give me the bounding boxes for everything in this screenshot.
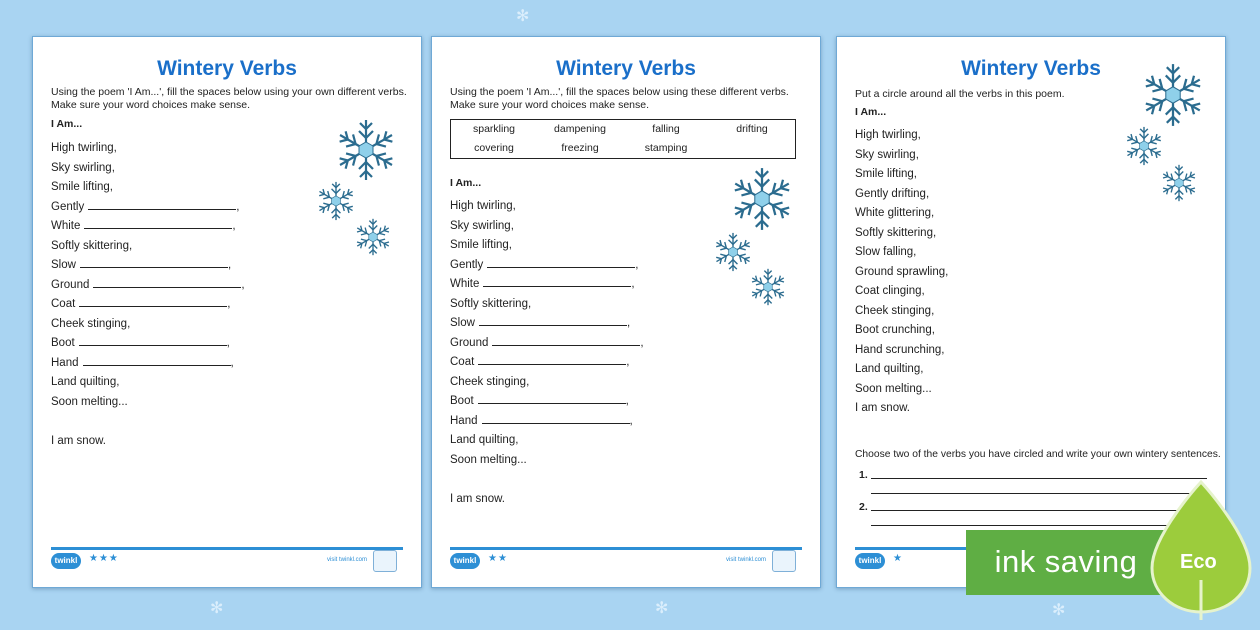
difficulty-stars: ★★★ bbox=[89, 553, 119, 564]
poem-line-blank: White , bbox=[450, 275, 644, 295]
poem-line-blank: Coat , bbox=[450, 353, 644, 373]
blank-line[interactable] bbox=[492, 334, 640, 346]
poem-line-blank: Gently , bbox=[51, 198, 245, 218]
instruction-line-2: Make sure your word choices make sense. bbox=[51, 99, 251, 111]
poem-line: Soon melting... bbox=[450, 453, 527, 466]
poem-lines bbox=[855, 126, 948, 419]
poem-word: Gently bbox=[450, 258, 484, 271]
instruction-line-1: Using the poem 'I Am...', fill the spaces below using these different verbs. bbox=[450, 86, 789, 98]
poem-line: Cheek stinging, bbox=[450, 375, 530, 388]
poem-line: High twirling, bbox=[51, 142, 117, 154]
poem-line-blank: Coat , bbox=[51, 295, 245, 315]
poem-line: Softly skittering, bbox=[51, 239, 133, 252]
difficulty-stars: ★ bbox=[893, 553, 903, 564]
blank-line[interactable] bbox=[478, 392, 626, 404]
droplet-icon bbox=[1146, 480, 1256, 620]
poem-line: Slow falling, bbox=[855, 246, 917, 258]
poem-word: Coat bbox=[51, 298, 76, 310]
blank-line[interactable] bbox=[478, 353, 626, 365]
poem-line: Ground sprawling, bbox=[855, 265, 949, 278]
poem-line: Sky swirling, bbox=[855, 148, 919, 161]
poem-line: Hand scrunching, bbox=[855, 343, 945, 356]
background-snowflake-icon: ✻ bbox=[516, 8, 530, 25]
poem-lines bbox=[450, 197, 644, 470]
sentence-number: 2. bbox=[859, 501, 868, 513]
blank-line[interactable] bbox=[79, 334, 227, 346]
blank-line[interactable] bbox=[79, 295, 227, 307]
blank-line[interactable] bbox=[483, 275, 631, 287]
background-snowflake-icon: ✻ bbox=[210, 600, 224, 617]
poem-word: Slow bbox=[450, 317, 475, 329]
poem-line: Soon melting... bbox=[855, 382, 932, 395]
badge-icon bbox=[772, 550, 796, 572]
snowflake-icon bbox=[1139, 61, 1207, 129]
poem-line: Gently drifting, bbox=[855, 187, 930, 200]
instruction-line-2: Make sure your word choices make sense. bbox=[450, 99, 650, 111]
footer-divider bbox=[450, 547, 802, 550]
poem-word: Ground bbox=[450, 336, 489, 349]
instruction-line-1: Put a circle around all the verbs in this poem. bbox=[855, 88, 1065, 100]
word-bank-item: drifting bbox=[736, 123, 768, 135]
poem-line: I am snow. bbox=[855, 402, 910, 414]
poem-line: High twirling, bbox=[450, 200, 516, 212]
twinkl-logo: twinkl bbox=[450, 553, 480, 569]
poem-line: Land quilting, bbox=[51, 376, 120, 388]
poem-word: Hand bbox=[51, 356, 79, 369]
poem-line: Cheek stinging, bbox=[51, 317, 131, 330]
poem-line-blank: Slow , bbox=[51, 256, 245, 276]
poem-word: Coat bbox=[450, 356, 475, 368]
worksheet-1 bbox=[32, 36, 422, 588]
word-bank-item: dampening bbox=[554, 123, 606, 135]
footer-url: visit twinkl.com bbox=[327, 557, 368, 563]
poem-line: Softly skittering, bbox=[450, 297, 532, 310]
snowflake-icon bbox=[315, 180, 357, 222]
word-bank-item: freezing bbox=[561, 142, 599, 154]
word-bank-item: stamping bbox=[644, 142, 688, 154]
writing-instruction: Choose two of the verbs you have circled and write your own wintery sentences. bbox=[855, 449, 1221, 460]
difficulty-stars: ★★ bbox=[488, 553, 508, 564]
poem-word: Ground bbox=[51, 278, 90, 291]
poem-line-blank: Slow , bbox=[450, 314, 644, 334]
poem-word: Boot bbox=[51, 337, 75, 349]
snowflake-icon bbox=[1159, 163, 1199, 203]
blank-line[interactable] bbox=[83, 354, 231, 366]
instruction-line-1: Using the poem 'I Am...', fill the spaces below using your own different verbs. bbox=[51, 86, 407, 98]
poem-line: Land quilting, bbox=[450, 434, 519, 446]
blank-line[interactable] bbox=[88, 198, 236, 210]
twinkl-logo: twinkl bbox=[51, 553, 81, 569]
sheet-title: Wintery Verbs bbox=[961, 57, 1101, 80]
sheet-title: Wintery Verbs bbox=[157, 57, 297, 80]
poem-line-blank: Hand , bbox=[51, 354, 245, 374]
poem-word: White bbox=[51, 220, 81, 232]
snowflake-icon bbox=[748, 267, 788, 307]
poem-line: Softly skittering, bbox=[855, 226, 937, 239]
poem-line: Boot crunching, bbox=[855, 324, 935, 336]
word-bank-item: sparkling bbox=[472, 123, 516, 135]
poem-line: Sky swirling, bbox=[51, 161, 115, 174]
blank-line[interactable] bbox=[482, 412, 630, 424]
poem-line-blank: Ground , bbox=[51, 276, 245, 296]
poem-line-blank: Ground , bbox=[450, 334, 644, 354]
snowflake-icon bbox=[1123, 125, 1165, 167]
poem-line: Land quilting, bbox=[855, 363, 924, 375]
poem-line-blank: Hand , bbox=[450, 412, 644, 432]
poem-word: Hand bbox=[450, 414, 478, 427]
sheet-title: Wintery Verbs bbox=[556, 57, 696, 80]
blank-line[interactable] bbox=[487, 256, 635, 268]
poem-line-blank: Gently , bbox=[450, 256, 644, 276]
poem-word: Slow bbox=[51, 259, 76, 271]
snowflake-icon bbox=[728, 165, 796, 233]
poem-word: Gently bbox=[51, 200, 85, 213]
poem-line: Smile lifting, bbox=[450, 239, 512, 251]
snowflake-icon bbox=[353, 217, 393, 257]
word-bank-item: falling bbox=[652, 123, 680, 135]
blank-line[interactable] bbox=[93, 276, 241, 288]
twinkl-logo: twinkl bbox=[855, 553, 885, 569]
poem-line: Smile lifting, bbox=[51, 181, 113, 193]
word-bank bbox=[450, 119, 796, 159]
blank-line[interactable] bbox=[80, 256, 228, 268]
word-bank-item: covering bbox=[474, 142, 514, 154]
sentence-number: 1. bbox=[859, 469, 868, 481]
background-snowflake-icon: ✻ bbox=[1052, 602, 1066, 619]
poem-ending: I am snow. bbox=[450, 493, 505, 505]
footer-divider bbox=[51, 547, 403, 550]
poem-line-blank: Boot , bbox=[51, 334, 245, 354]
ink-saving-banner bbox=[966, 530, 1166, 595]
poem-heading: I Am... bbox=[450, 177, 482, 189]
eco-label: Eco bbox=[1180, 551, 1217, 573]
poem-word: White bbox=[450, 278, 480, 290]
poem-line: Smile lifting, bbox=[855, 168, 917, 180]
poem-line: Cheek stinging, bbox=[855, 304, 935, 317]
poem-line: Coat clinging, bbox=[855, 285, 925, 297]
footer-url: visit twinkl.com bbox=[726, 557, 767, 563]
worksheet-2 bbox=[431, 36, 821, 588]
poem-heading: I Am... bbox=[855, 106, 887, 118]
badge-icon bbox=[373, 550, 397, 572]
poem-ending: I am snow. bbox=[51, 435, 106, 447]
background-snowflake-icon: ✻ bbox=[655, 600, 669, 617]
poem-line: White glittering, bbox=[855, 207, 935, 219]
blank-line[interactable] bbox=[84, 217, 232, 229]
ink-saving-label: ink saving bbox=[994, 544, 1138, 579]
poem-heading: I Am... bbox=[51, 118, 83, 130]
snowflake-icon bbox=[333, 117, 399, 183]
writing-line[interactable] bbox=[871, 478, 1207, 479]
blank-line[interactable] bbox=[479, 314, 627, 326]
poem-line: High twirling, bbox=[855, 129, 921, 141]
poem-line: Soon melting... bbox=[51, 395, 128, 408]
poem-word: Boot bbox=[450, 395, 474, 407]
poem-line-blank: White , bbox=[51, 217, 245, 237]
poem-lines bbox=[51, 139, 245, 412]
poem-line: Sky swirling, bbox=[450, 219, 514, 232]
poem-line-blank: Boot , bbox=[450, 392, 644, 412]
